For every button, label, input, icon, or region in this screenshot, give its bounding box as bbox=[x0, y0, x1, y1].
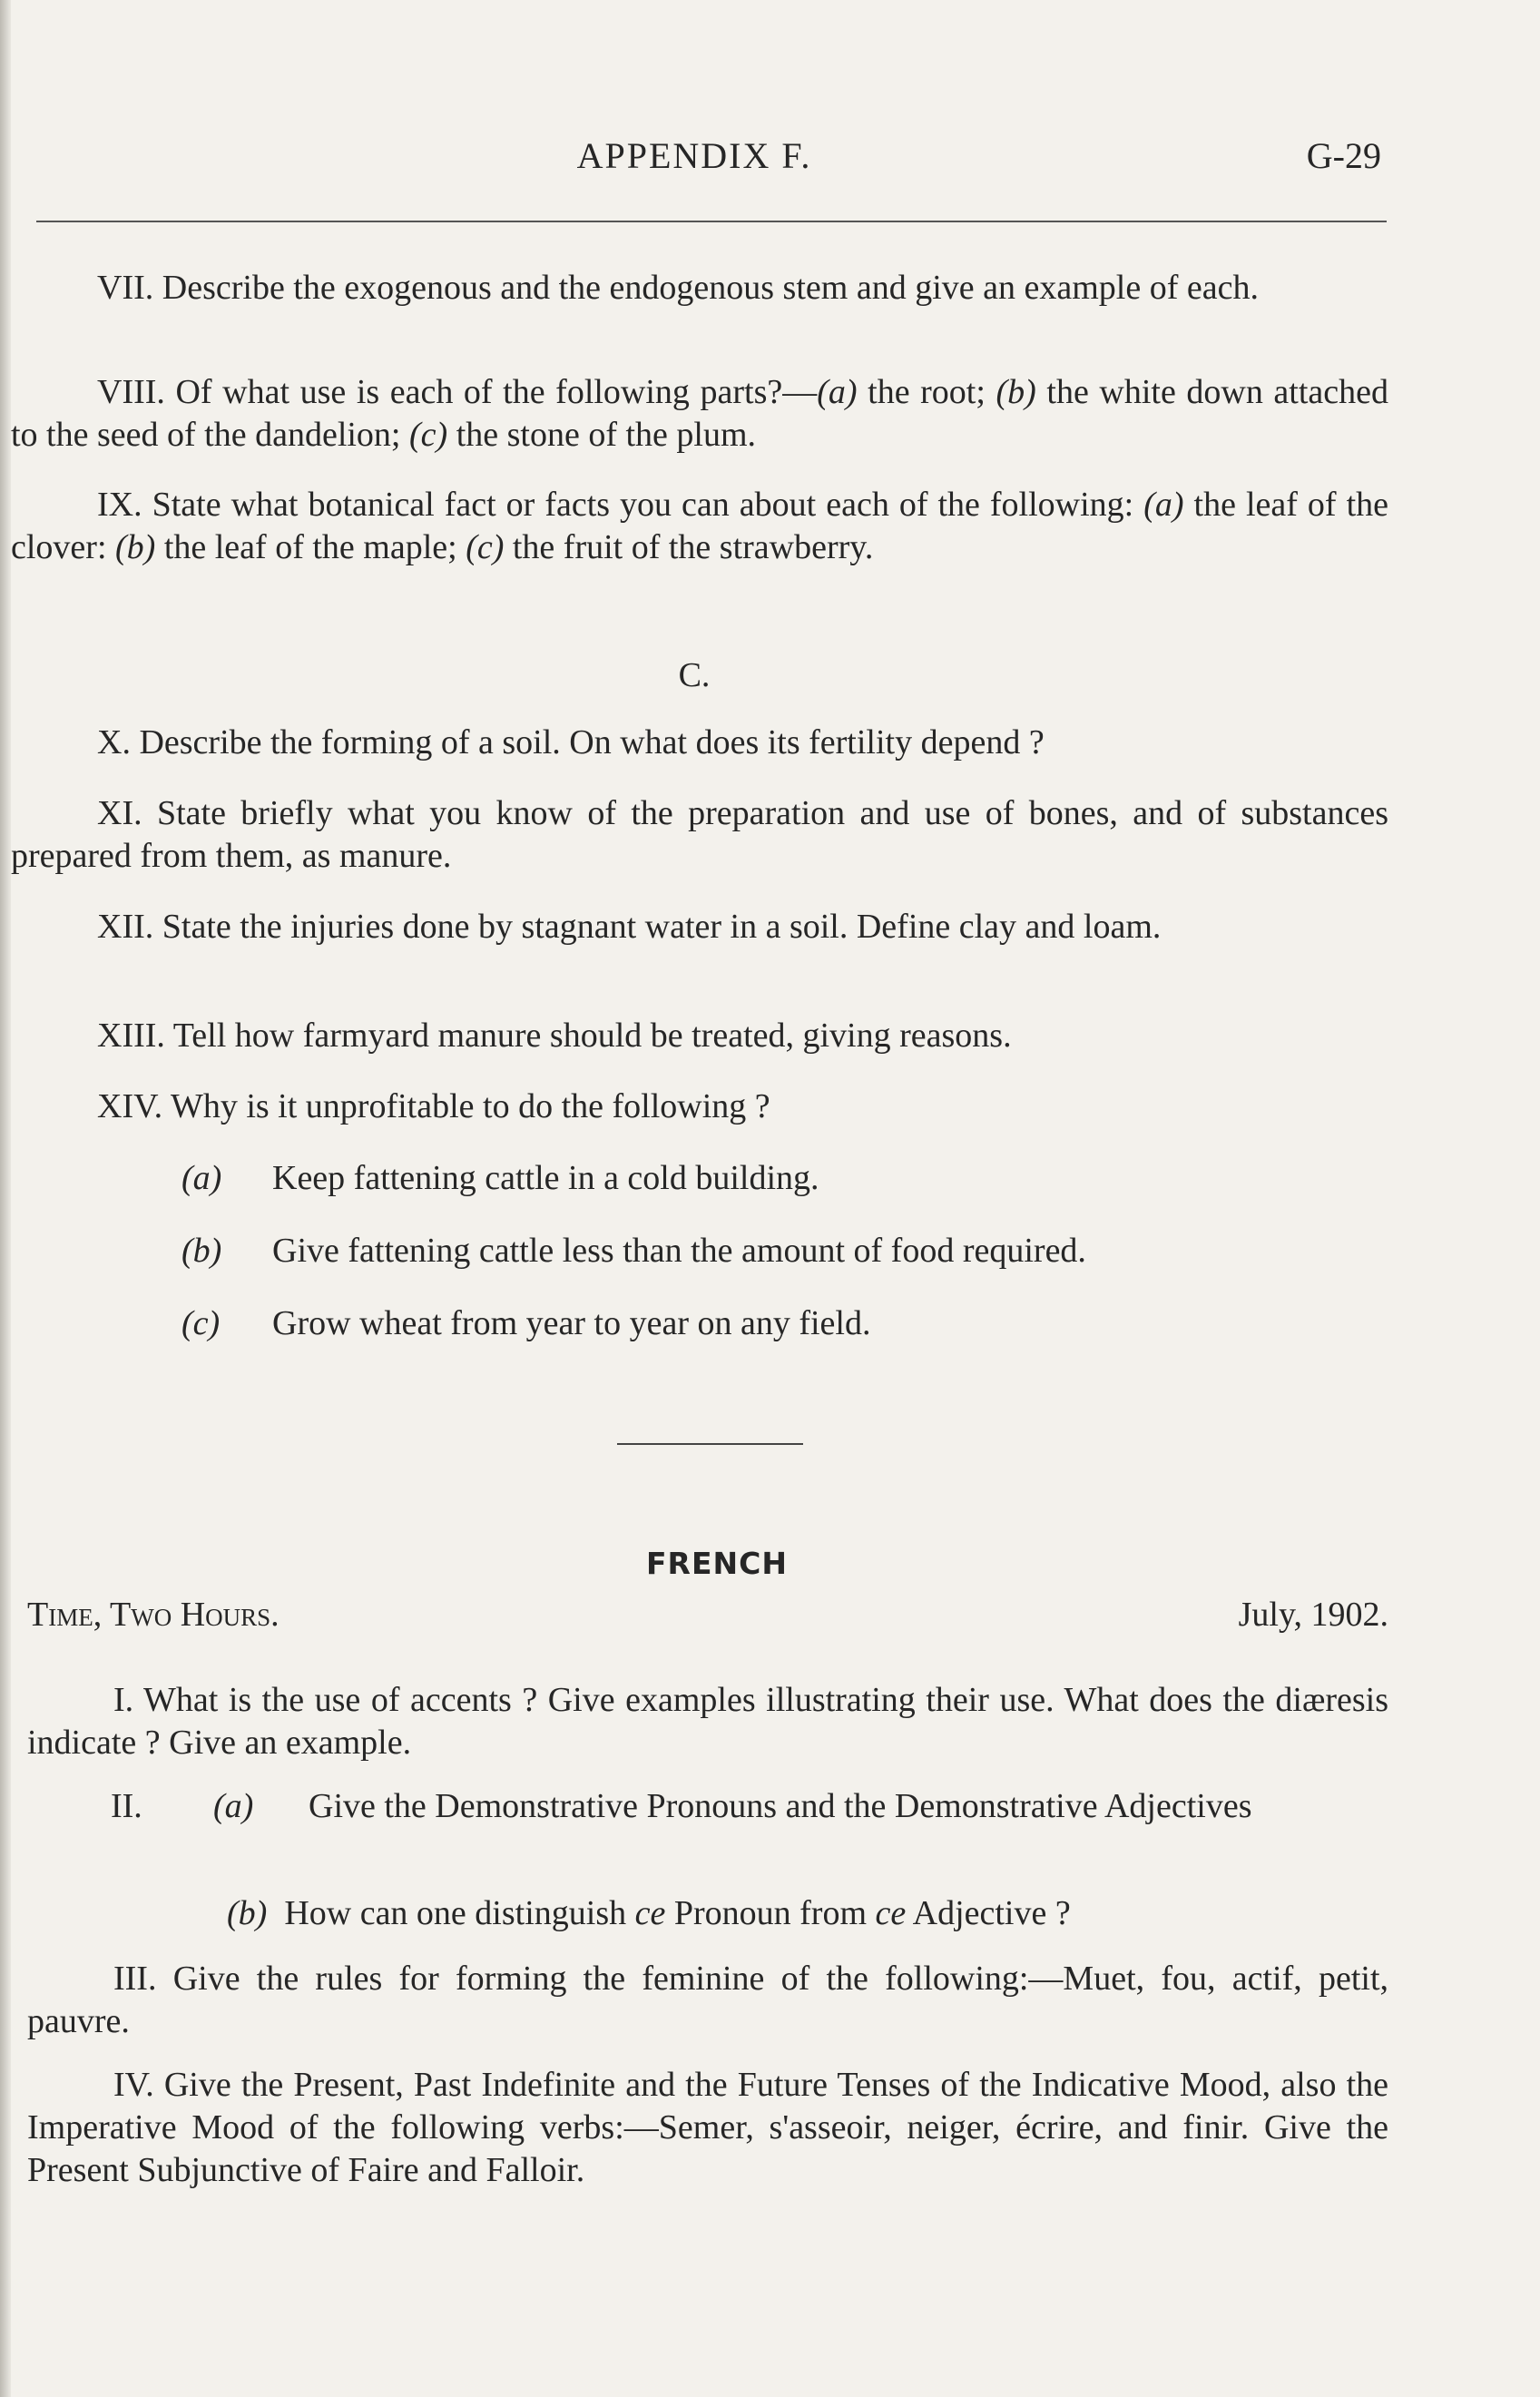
french-question-2-number: II. bbox=[111, 1787, 142, 1825]
ce-word: ce bbox=[875, 1894, 907, 1932]
question-number: XIV. bbox=[97, 1087, 163, 1125]
question-12 bbox=[11, 906, 1388, 948]
french-question-2a-text: Give the Demonstrative Pronouns and the Demonstrative Adjectives bbox=[309, 1787, 1252, 1825]
question-9 bbox=[11, 484, 1388, 569]
french-question-2a-label bbox=[213, 1785, 253, 1828]
label-b: (b) bbox=[996, 373, 1036, 411]
label-b: (b) bbox=[115, 528, 156, 566]
question-7 bbox=[11, 267, 1388, 309]
question-number: VII. bbox=[97, 269, 154, 307]
question-text: the fruit of the strawberry. bbox=[504, 528, 874, 566]
question-14 bbox=[11, 1086, 1388, 1128]
label-a: (a) bbox=[213, 1787, 254, 1825]
sub-item-a bbox=[181, 1157, 819, 1200]
french-question-4 bbox=[27, 2064, 1388, 2192]
question-text: Pronoun from bbox=[665, 1894, 876, 1932]
question-number: I. bbox=[113, 1681, 134, 1719]
running-title: APPENDIX F. bbox=[576, 135, 812, 176]
question-number: IX. bbox=[97, 486, 142, 524]
label-a: (a) bbox=[817, 373, 858, 411]
question-text: the white down attached to the seed of the dandelion; bbox=[11, 373, 1388, 454]
ce-word: ce bbox=[634, 1894, 666, 1932]
french-question-1 bbox=[27, 1679, 1388, 1764]
question-number: IV. bbox=[113, 2066, 154, 2104]
exam-date: July, 1902. bbox=[1238, 1596, 1388, 1634]
header-rule bbox=[36, 221, 1387, 222]
question-text: Give the Present, Past Indefinite and the Future Tenses of the Indicative Mood, also the Imperative Mood of the following verbs:—Semer, s'asseoir, neiger, écrire, and finir. Give the Present Subjunctive of Faire and Falloir. bbox=[27, 2066, 1389, 2189]
exam-time: Time, Two Hours. bbox=[27, 1596, 280, 1634]
question-text: Describe the exogenous and the endogenous stem and give an example of each. bbox=[162, 269, 1259, 307]
question-text: Tell how farmyard manure should be treated, giving reasons. bbox=[172, 1017, 1012, 1055]
french-question-2b bbox=[227, 1892, 1071, 1935]
question-11 bbox=[11, 792, 1388, 878]
question-number: X. bbox=[97, 723, 131, 761]
section-heading-c: C. bbox=[678, 656, 711, 694]
question-text: Of what use is each of the following parts?— bbox=[175, 373, 818, 411]
section-divider bbox=[617, 1443, 803, 1445]
sub-item-text: Give fattening cattle less than the amount of food required. bbox=[272, 1232, 1086, 1270]
sub-item-text: Grow wheat from year to year on any field. bbox=[272, 1304, 871, 1342]
question-number: XII. bbox=[97, 908, 154, 946]
question-text: What is the use of accents ? Give examples illustrating their use. What does the diæresis indicate ? Give an example. bbox=[27, 1681, 1388, 1762]
question-text: State what botanical fact or facts you can about each of the following: bbox=[152, 486, 1144, 524]
question-text: Adjective ? bbox=[906, 1894, 1071, 1932]
question-number: XIII. bbox=[97, 1017, 165, 1055]
question-text: the leaf of the maple; bbox=[155, 528, 466, 566]
question-number: III. bbox=[113, 1960, 157, 1998]
question-text: Describe the forming of a soil. On what does its fertility depend ? bbox=[139, 723, 1045, 761]
french-question-3 bbox=[27, 1958, 1388, 2043]
question-13 bbox=[11, 1015, 1388, 1057]
label-c: (c) bbox=[409, 416, 448, 454]
sub-item-label: (c) bbox=[181, 1304, 221, 1342]
question-text: State the injuries done by stagnant water in a soil. Define clay and loam. bbox=[162, 908, 1162, 946]
question-number: XI. bbox=[97, 794, 142, 832]
question-text: How can one distinguish bbox=[284, 1894, 635, 1932]
question-text: the leaf of the clover: bbox=[11, 486, 1388, 566]
question-text: Give the rules for forming the feminine of the following:—Muet, fou, actif, petit, pauvre. bbox=[27, 1960, 1388, 2040]
question-number: VIII. bbox=[97, 373, 165, 411]
sub-item-label: (b) bbox=[181, 1232, 222, 1270]
label-a: (a) bbox=[1143, 486, 1184, 524]
question-text: the stone of the plum. bbox=[447, 416, 757, 454]
sub-item-c bbox=[181, 1302, 870, 1345]
question-text: State briefly what you know of the preparation and use of bones, and of substances prepared from them, as manure. bbox=[11, 794, 1388, 875]
section-heading-french: FRENCH bbox=[646, 1546, 788, 1581]
question-8 bbox=[11, 371, 1388, 457]
label-c: (c) bbox=[466, 528, 505, 566]
question-text: Why is it unprofitable to do the following ? bbox=[170, 1087, 770, 1125]
sub-item-text: Keep fattening cattle in a cold building. bbox=[272, 1159, 819, 1197]
sub-item-b bbox=[181, 1230, 1086, 1272]
page-header bbox=[0, 134, 1540, 189]
page-number: G-29 bbox=[1306, 135, 1381, 176]
question-10 bbox=[11, 722, 1388, 764]
sub-item-label: (a) bbox=[181, 1159, 222, 1197]
question-text: the root; bbox=[857, 373, 996, 411]
label-b: (b) bbox=[227, 1894, 268, 1932]
